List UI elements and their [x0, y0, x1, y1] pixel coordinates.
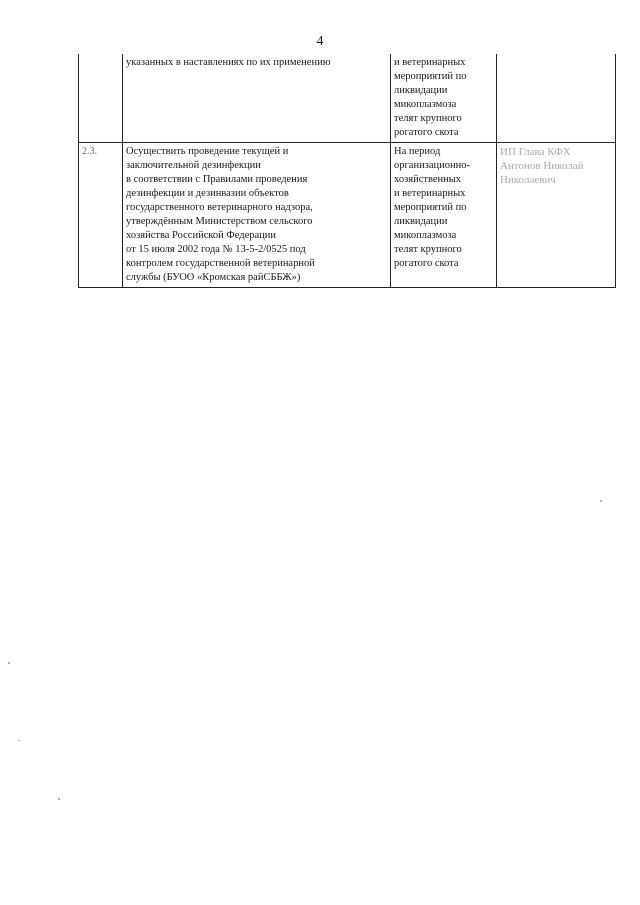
term-cell: [391, 54, 497, 143]
action-cell: [123, 54, 391, 143]
scan-speck: [600, 500, 602, 502]
action-line: Осуществить проведение текущей и: [126, 146, 289, 157]
term-line: организационно-: [394, 160, 470, 171]
row-number: 2.3.: [79, 143, 123, 288]
action-line: дезинфекции и дезинвазии объектов: [126, 188, 289, 199]
action-line: хозяйства Российской Федерации: [126, 230, 277, 241]
term-line: хозяйственных: [394, 174, 462, 185]
responsible-line: Николаевич: [500, 174, 556, 186]
term-line: микоплазмоза: [394, 99, 457, 110]
responsible-line: ИП Глава КФХ: [500, 146, 571, 158]
page-number: 4: [316, 34, 324, 49]
term-line: ликвидации: [394, 216, 448, 227]
action-cell: [123, 143, 391, 288]
term-line: микоплазмоза: [394, 230, 457, 241]
table-row: [79, 54, 616, 143]
term-cell: [391, 143, 497, 288]
term-line: ликвидации: [394, 85, 448, 96]
term-line: На период: [394, 146, 441, 157]
action-line: службы (БУОО «Кромская райСББЖ»): [126, 272, 301, 283]
term-line: мероприятий по: [394, 202, 467, 213]
action-line: указанных в наставлениях по их применению: [126, 57, 331, 68]
term-line: рогатого скота: [394, 258, 459, 269]
term-line: телят крупного: [394, 244, 462, 255]
responsible-cell: [497, 143, 616, 288]
action-line: утверждённым Министерством сельского: [126, 216, 313, 227]
term-line: мероприятий по: [394, 71, 467, 82]
action-line: государственного ветеринарного надзора,: [126, 202, 313, 213]
table-row: [79, 143, 616, 288]
responsible-cell: [497, 54, 616, 143]
scan-speck: [58, 798, 60, 800]
term-line: телят крупного: [394, 113, 462, 124]
measures-table: [78, 54, 616, 288]
action-line: заключительной дезинфекции: [126, 160, 261, 171]
term-line: и ветеринарных: [394, 57, 466, 68]
action-line: в соответствии с Правилами проведения: [126, 174, 308, 185]
scan-speck: [18, 740, 20, 741]
row-number: [79, 54, 123, 143]
responsible-line: Антонов Николай: [500, 160, 584, 172]
scan-speck: [8, 662, 10, 664]
term-line: и ветеринарных: [394, 188, 466, 199]
action-line: контролем государственной ветеринарной: [126, 258, 315, 269]
term-line: рогатого скота: [394, 127, 459, 138]
action-line: от 15 июля 2002 года № 13-5-2/0525 под: [126, 244, 306, 255]
